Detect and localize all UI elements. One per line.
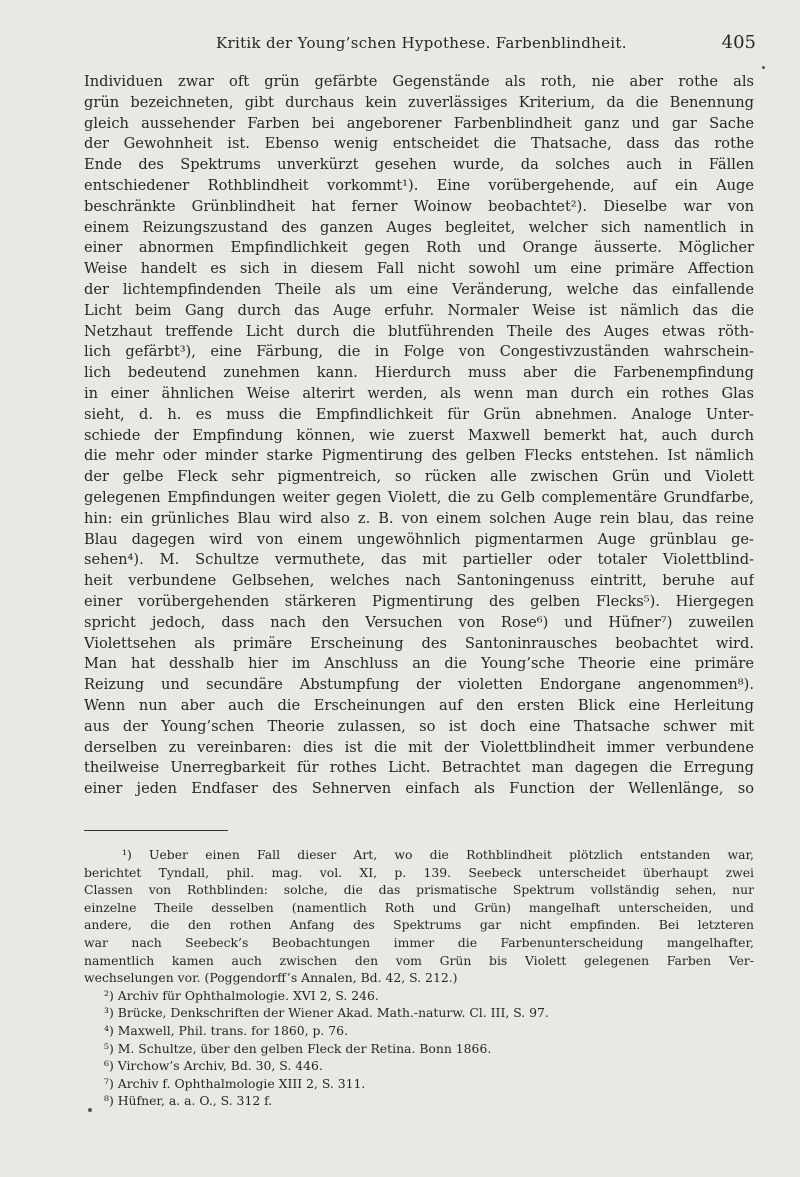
body-line: Individuen zwar oft grün gefärbte Gegenstände als roth, nie aber rothe als [84,73,754,90]
body-line: der lichtempfindenden Theile als um eine Veränderung, welche das einfallende [84,280,754,298]
body-line: Man hat desshalb hier im Anschluss an die Young’sche Theorie eine primäre [84,655,754,673]
body-line: Blau dagegen wird von einem ungewöhnlich pigmentarmen Auge grünblau ge- [84,530,754,548]
footnote-line: andere, die den rothen Anfang des Spektrums gar nicht empfinden. Bei letzteren [84,917,754,933]
footnote-line: namentlich kamen auch zwischen den vom Grün bis Violett gelegenen Farben Ver- [84,952,754,968]
body-line: lich bedeutend zunehmen kann. Hierdurch muss aber die Farbenempfindung [84,364,754,382]
body-line: die mehr oder minder starke Pigmentirung des gelben Flecks entstehen. Ist nämlich [84,447,754,465]
footnote-separator [84,830,228,831]
footnote-line: berichtet Tyndall, phil. mag. vol. XI, p. 139. Seebeck unterscheidet überhaupt zwei [84,864,754,880]
body-line: der Gewohnheit ist. Ebenso wenig entscheidet die Thatsache, dass das rothe [84,135,754,153]
body-line: aus der Young’schen Theorie zulassen, so ist doch eine Thatsache schwer mit [84,717,754,735]
body-line: einer abnormen Empfindlichkeit gegen Roth und Orange äusserte. Möglicher [84,239,754,257]
footnote-line: ⁷) Archiv f. Ophthalmologie XIII 2, S. 311. [104,1075,366,1091]
body-text [84,72,754,800]
body-line: heit verbundene Gelbsehen, welches nach Santoningenuss eintritt, beruhe auf [84,572,754,590]
body-line: schiede der Empfindung können, wie zuerst Maxwell bemerkt hat, auch durch [84,426,754,444]
footnote-line: einzelne Theile desselben (namentlich Roth und Grün) mangelhaft unterscheiden, und [84,899,754,915]
page-header [84,32,756,56]
footnote-line: Classen von Rothblinden: solche, die das prismatische Spektrum vollständig sehen, nur [84,882,754,898]
footnote-line: ⁵) M. Schultze, über den gelben Fleck der Retina. Bonn 1866. [104,1040,492,1056]
body-line: Weise handelt es sich in diesem Fall nicht sowohl um eine primäre Affection [84,260,754,278]
body-line: grün bezeichneten, gibt durchaus kein zuverlässiges Kriterium, da die Benennung [84,93,754,111]
body-line: der gelbe Fleck sehr pigmentreich, so rücken alle zwischen Grün und Violett [84,468,754,486]
body-line: Violettsehen als primäre Erscheinung des Santoninrausches beobachtet wird. [84,634,754,652]
footnote-line: wechselungen vor. (Poggendorff’s Annalen, Bd. 42, S. 212.) [84,970,458,986]
body-line: beschränkte Grünblindheit hat ferner Woinow beobachtet²). Dieselbe war von [84,197,754,215]
body-line: spricht jedoch, dass nach den Versuchen von Rose⁶) und Hüfner⁷) zuweilen [84,613,754,631]
body-line: Wenn nun aber auch die Erscheinungen auf den ersten Blick eine Herleitung [84,696,754,714]
body-line: theilweise Unerregbarkeit für rothes Licht. Betrachtet man dagegen die Erregung [84,759,754,777]
body-line: einem Reizungszustand des ganzen Auges begleitet, welcher sich namentlich in [84,218,754,236]
footnote-line: ⁴) Maxwell, Phil. trans. for 1860, p. 76. [104,1022,349,1038]
body-line: in einer ähnlichen Weise alterirt werden, als wenn man durch ein rothes Glas [84,384,754,402]
body-line: Reizung und secundäre Abstumpfung der violetten Endorgane angenommen⁸). [84,676,754,694]
running-title: Kritik der Young’schen Hypothese. Farbenblindheit. [216,34,627,52]
body-line: derselben zu vereinbaren: dies ist die mit der Violettblindheit immer verbundene [84,738,754,756]
footnote-line: ³) Brücke, Denkschriften der Wiener Akad. Math.-naturw. Cl. III, S. 97. [104,1005,549,1021]
footnote-line: war nach Seebeck’s Beobachtungen immer die Farbenunterscheidung mangelhafter, [84,934,754,950]
body-line: einer vorübergehenden stärkeren Pigmentirung des gelben Flecks⁵). Hiergegen [84,592,754,610]
body-line: sieht, d. h. es muss die Empfindlichkeit für Grün abnehmen. Analoge Unter- [84,405,754,423]
body-line: sehen⁴). M. Schultze vermuthete, das mit partieller oder totaler Violettblind- [84,551,754,569]
body-line: gelegenen Empfindungen weiter gegen Violett, die zu Gelb complementäre Grundfarbe, [84,488,754,506]
body-line: Netzhaut treffende Licht durch die blutführenden Theile des Auges etwas röth- [84,322,754,340]
body-line: Licht beim Gang durch das Auge erfuhr. Normaler Weise ist nämlich das die [84,301,754,319]
body-line: hin: ein grünliches Blau wird also z. B. von einem solchen Auge rein blau, das reine [84,509,754,527]
body-line: entschiedener Rothblindheit vorkommt¹). Eine vorübergehende, auf ein Auge [84,176,754,194]
footnote-line: ⁸) Hüfner, a. a. O., S. 312 f. [104,1093,273,1109]
body-line: einer jeden Endfaser des Sehnerven einfach als Function der Wellenlänge, so [84,780,754,798]
ink-speck [762,66,765,69]
body-line: gleich aussehender Farben bei angeborener Farbenblindheit ganz und gar Sache [84,114,754,132]
body-line: Ende des Spektrums unverkürzt gesehen wurde, da solches auch in Fällen [84,156,754,174]
ink-speck [88,1108,92,1112]
footnote-line: ²) Archiv für Ophthalmologie. XVI 2, S. 246. [104,987,379,1003]
body-line: lich gefärbt³), eine Färbung, die in Folge von Congestivzuständen wahrschein- [84,343,754,361]
footnote-line: ⁶) Virchow’s Archiv, Bd. 30, S. 446. [104,1058,323,1074]
footnotes [84,846,754,1110]
footnote-line: ¹) Ueber einen Fall dieser Art, wo die Rothblindheit plötzlich entstanden war, [122,847,754,862]
page-number: 405 [721,32,756,53]
